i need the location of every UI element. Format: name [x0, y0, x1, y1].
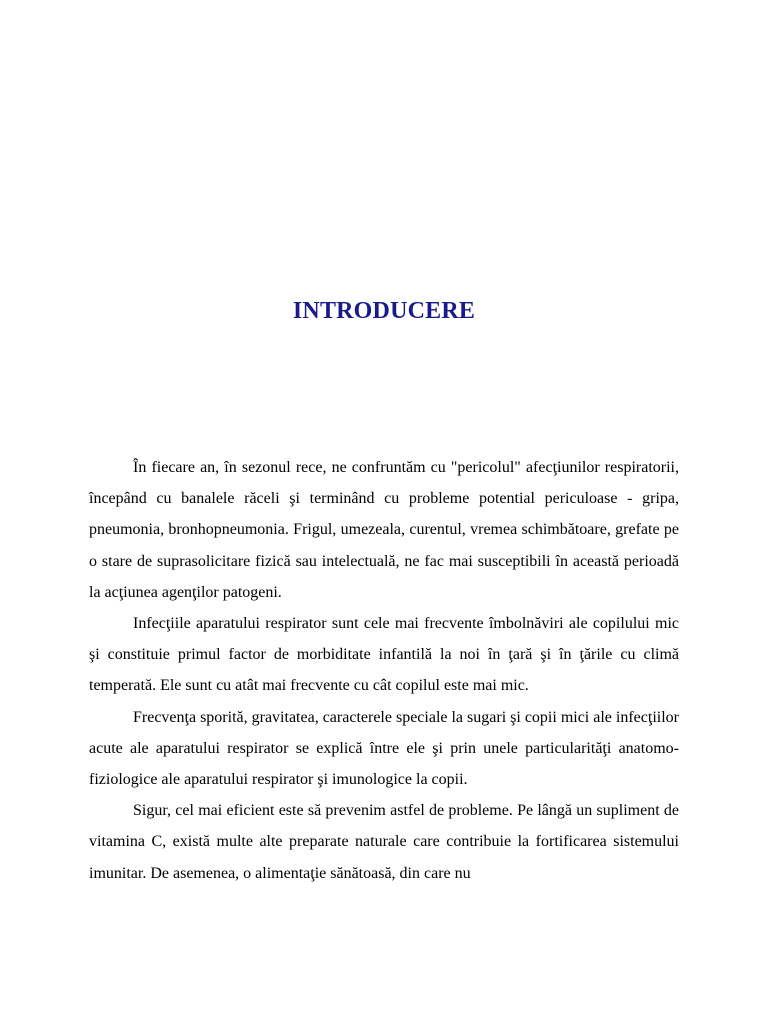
page-title: INTRODUCERE	[292, 298, 476, 324]
paragraph-1: În fiecare an, în sezonul rece, ne confruntăm cu "pericolul" afecţiunilor respiratorii, începând cu banalele răceli şi terminând cu probleme potential periculoase - gripa, pneumonia, bronhopneumonia. Frigul, umezeala, curentul, vremea schimbătoare, grefate pe o stare de suprasolicitare fizică sau intelectuală, ne fac mai susceptibili în această perioadă la acţiunea agenţilor patogeni.	[89, 459, 679, 601]
paragraph-4: Sigur, cel mai eficient este să prevenim astfel de probleme. Pe lângă un supliment de vitamina C, există multe alte preparate naturale care contribuie la fortificarea sistemului imunitar. De asemenea, o alimentaţie sănătoasă, din care nu	[89, 802, 679, 882]
paragraph-2: Infecţiile aparatului respirator sunt cele mai frecvente îmbolnăviri ale copilului mic şi constituie primul factor de morbiditate infantilă la noi în ţară şi în ţările cu climă temperată. Ele sunt cu atât mai frecvente cu cât copilul este mai mic.	[89, 615, 679, 695]
document-body	[89, 452, 679, 889]
paragraph-3: Frecvenţa sporită, gravitatea, caracterele speciale la sugari şi copii mici ale infecţiilor acute ale aparatului respirator se explică între ele şi prin unele particularităţi anatomo-fiziologice ale aparatului respirator şi imunologice la copii.	[89, 708, 679, 789]
